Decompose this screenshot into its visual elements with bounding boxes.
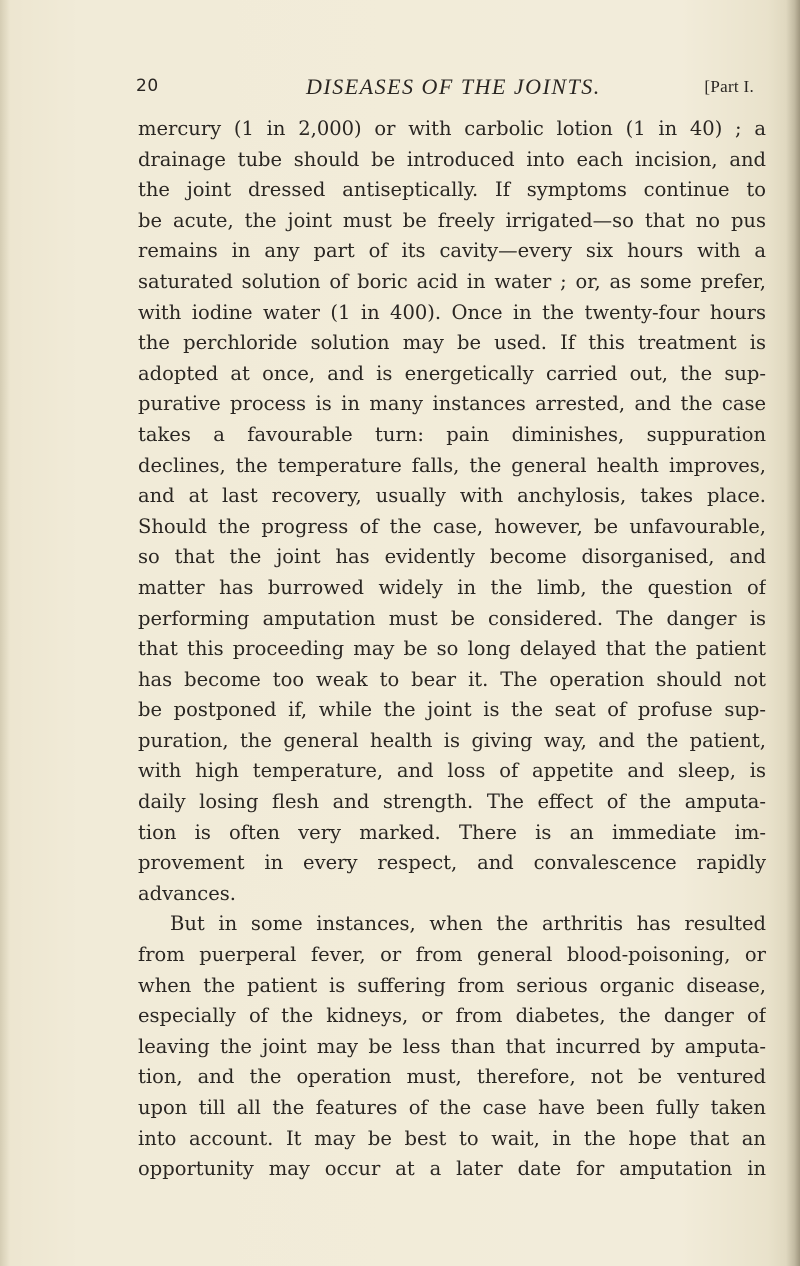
- text-line: purative process is in many instances arrested, and the case: [138, 392, 766, 416]
- text-line: be acute, the joint must be freely irrigated—so that no pus: [138, 208, 766, 232]
- text-line: Should the progress of the case, however, be unfavourable,: [138, 514, 766, 538]
- text-line: remains in any part of its cavity—every six hours with a: [138, 239, 766, 263]
- text-line: takes a favourable turn: pain diminishes, suppuration: [138, 422, 766, 446]
- text-line: adopted at once, and is energetically carried out, the sup-: [138, 361, 766, 385]
- text-line: leaving the joint may be less than that incurred by amputa-: [138, 1034, 766, 1058]
- page-gutter-shadow: [0, 0, 10, 1266]
- text-line: when the patient is suffering from serious organic disease,: [138, 973, 766, 997]
- text-line: upon till all the features of the case have been fully taken: [138, 1096, 766, 1119]
- text-line: from puerperal fever, or from general blood-poisoning, or: [138, 943, 766, 967]
- text-line: into account. It may be best to wait, in the hope that an: [138, 1126, 766, 1150]
- page-edge-shadow: [786, 0, 800, 1266]
- text-line: be postponed if, while the joint is the seat of profuse sup-: [138, 698, 766, 722]
- text-line: opportunity may occur at a later date for amputation in: [138, 1157, 766, 1181]
- text-line: mercury (1 in 2,000) or with carbolic lotion (1 in 40) ; a: [138, 117, 766, 140]
- text-line: advances.: [138, 881, 236, 905]
- body-text: [138, 114, 766, 1185]
- text-line: and at last recovery, usually with anchylosis, takes place.: [138, 484, 766, 508]
- text-line: performing amputation must be considered. The danger is: [138, 606, 766, 630]
- text-line: so that the joint has evidently become disorganised, and: [138, 545, 766, 569]
- text-line: declines, the temperature falls, the general health improves,: [138, 453, 766, 477]
- text-line: especially of the kidneys, or from diabetes, the danger of: [138, 1004, 766, 1028]
- text-line: with high temperature, and loss of appetite and sleep, is: [138, 759, 766, 783]
- text-line: tion, and the operation must, therefore, not be ventured: [138, 1065, 766, 1089]
- text-line: has become too weak to bear it. The operation should not: [138, 667, 766, 691]
- text-line: puration, the general health is giving way, and the patient,: [138, 728, 766, 752]
- part-label: [Part I.: [704, 77, 754, 96]
- running-title: DISEASES OF THE JOINTS.: [306, 74, 601, 99]
- text-line: saturated solution of boric acid in water ; or, as some prefer,: [138, 269, 766, 293]
- text-line: that this proceeding may be so long delayed that the patient: [138, 637, 766, 661]
- running-head: [128, 74, 768, 104]
- text-line: the perchloride solution may be used. If this treatment is: [138, 331, 766, 355]
- text-line: the joint dressed antiseptically. If symptoms continue to: [138, 178, 766, 202]
- page-number: 20: [136, 76, 159, 96]
- text-line: drainage tube should be introduced into each incision, and: [138, 147, 766, 171]
- text-line: daily losing flesh and strength. The effect of the amputa-: [138, 790, 766, 814]
- text-line: But in some instances, when the arthritis has resulted: [170, 912, 766, 936]
- text-line: matter has burrowed widely in the limb, the question of: [138, 575, 766, 599]
- text-line: tion is often very marked. There is an immediate im-: [138, 820, 766, 844]
- text-line: with iodine water (1 in 400). Once in the twenty-four hours: [138, 300, 766, 324]
- text-line: provement in every respect, and convalescence rapidly: [138, 851, 766, 875]
